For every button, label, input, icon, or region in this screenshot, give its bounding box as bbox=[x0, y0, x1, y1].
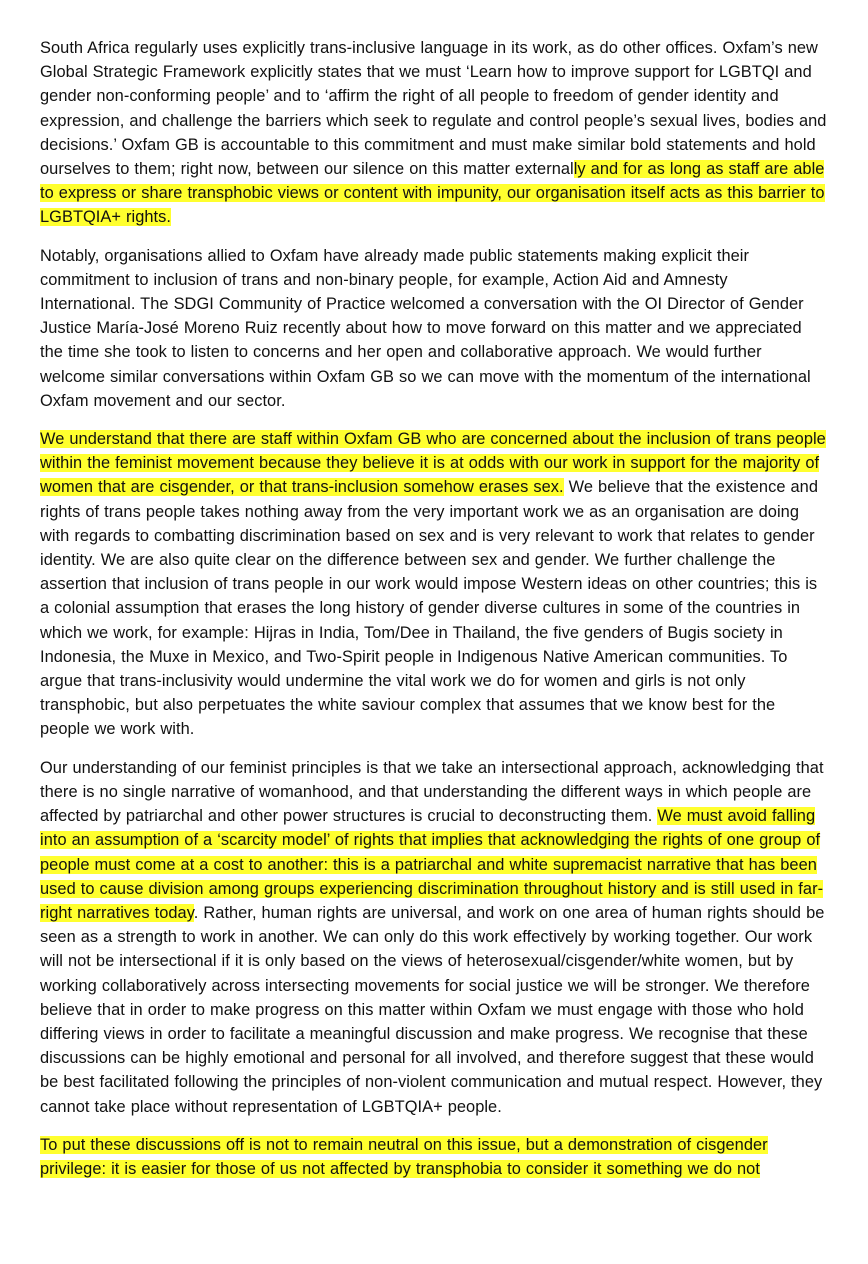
paragraph-3-text: We believe that the existence and rights of trans people takes nothing away from the very important work we as an organisation are doing with regards to combatting discrimination based on sex and is very relevant to work that relates to gender identity. We are also quite clear on the difference between sex and gender. We further challenge the assertion that inclusion of trans people in our work would impose Western ideas on other countries; this is a colonial assumption that erases the long history of gender diverse cultures in some of the countries in which we work, for example: Hijras in India, Tom/Dee in Thailand, the five genders of Bugis society in Indonesia, the Muxe in Mexico, and Two-Spirit people in Indigenous Native American communities. To argue that trans-inclusivity would undermine the vital work we do for women and girls is not only transphobic, but also perpetuates the white saviour complex that assumes that we know best for the people we work with. bbox=[40, 478, 818, 739]
paragraph-5 bbox=[40, 1133, 828, 1181]
paragraph-1-highlight: ly and for as long as staff are able to express or share transphobic views or content with impunity, our organisation itself acts as this barrier to LGBTQIA+ rights. bbox=[40, 160, 825, 227]
paragraph-4-text-start: Our understanding of our feminist principles is that we take an intersectional approach, acknowledging that there is no single narrative of womanhood, and that understanding the different ways in which people are affected by patriarchal and other power structures is crucial to deconstructing them. bbox=[40, 758, 824, 826]
paragraph-3-highlight: We understand that there are staff within Oxfam GB who are concerned about the inclusion of trans people within the feminist movement because they believe it is at odds with our work in support for the majority of women that are cisgender, or that trans-inclusion somehow erases sex. bbox=[40, 430, 826, 497]
paragraph-4-text-end: . Rather, human rights are universal, and work on one area of human rights should be seen as a strength to work in another. We can only do this work effectively by working together. Our work will not be intersectional if it is only based on the views of heterosexual/cisgender/white women, but by working collaboratively across intersecting movements for social justice we will be stronger. We therefore believe that in order to make progress on this matter within Oxfam we must engage with those who hold differing views in order to facilitate a meaningful discussion and make progress. We recognise that these discussions can be highly emotional and personal for all involved, and therefore suggest that these would be best facilitated following the principles of non-violent communication and mutual respect. However, they cannot take place without representation of LGBTQIA+ people. bbox=[40, 903, 825, 1116]
paragraph-2 bbox=[40, 244, 828, 413]
paragraph-1-text: South Africa regularly uses explicitly trans-inclusive language in its work, as do other offices. Oxfam’s new Global Strategic Framework explicitly states that we must ‘Learn how to improve support for LGBTQI and gender non-conforming people’ and to ‘affirm the right of all people to freedom of gender identity and expression, and challenge the barriers which seek to regulate and control people’s sexual lives, bodies and decisions.’ Oxfam GB is accountable to this commitment and must make similar bold statements and hold ourselves to them; right now, between our silence on this matter external bbox=[40, 39, 827, 179]
paragraph-4 bbox=[40, 756, 828, 1119]
paragraph-3 bbox=[40, 427, 828, 742]
paragraph-2-text: Notably, organisations allied to Oxfam have already made public statements making explicit their commitment to inclusion of trans and non-binary people, for example, Action Aid and Amnesty International. The SDGI Community of Practice welcomed a conversation with the OI Director of Gender Justice María-José Moreno Ruiz recently about how to move forward on this matter and we appreciated the time she took to listen to concerns and her open and collaborative approach. We would further welcome similar conversations within Oxfam GB so we can move with the momentum of the international Oxfam movement and our sector. bbox=[40, 246, 811, 410]
paragraph-4-highlight: We must avoid falling into an assumption of a ‘scarcity model’ of rights that implies that acknowledging the rights of one group of people must come at a cost to another: this is a patriarchal and white supremacist narrative that has been used to cause division among groups experiencing discrimination throughout history and is still used in far-right narratives today bbox=[40, 807, 824, 922]
paragraph-5-highlight: To put these discussions off is not to remain neutral on this issue, but a demonstration of cisgender privilege: it is easier for those of us not affected by transphobia to consider it something we do not bbox=[40, 1135, 768, 1178]
paragraph-1 bbox=[40, 36, 828, 230]
